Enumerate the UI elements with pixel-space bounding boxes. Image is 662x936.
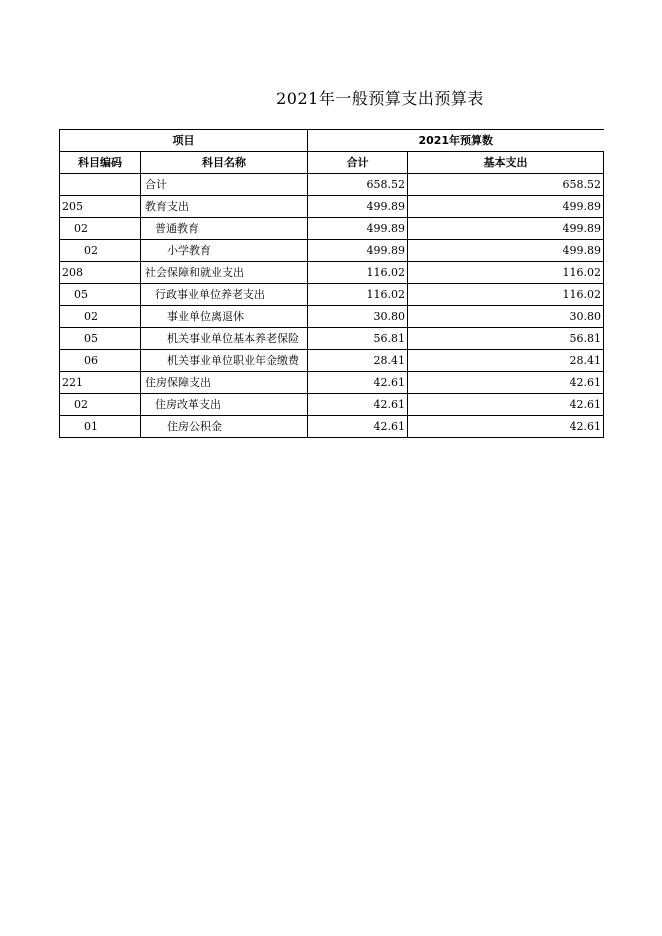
cell-name: 住房公积金	[141, 416, 308, 438]
cell-total: 499.89	[308, 240, 408, 262]
cell-basic: 499.89	[408, 218, 604, 240]
cell-total: 42.61	[308, 416, 408, 438]
cell-basic: 499.89	[408, 196, 604, 218]
cell-total: 42.61	[308, 394, 408, 416]
cell-total: 658.52	[308, 174, 408, 196]
cell-basic: 56.81	[408, 328, 604, 350]
cell-code: 05	[60, 284, 141, 306]
header-name: 科目名称	[141, 152, 308, 174]
cell-name: 住房保障支出	[141, 372, 308, 394]
cell-total: 28.41	[308, 350, 408, 372]
table-row	[60, 306, 604, 328]
table-row	[60, 372, 604, 394]
cell-name: 教育支出	[141, 196, 308, 218]
cell-basic: 28.41	[408, 350, 604, 372]
cell-code: 208	[60, 262, 141, 284]
cell-total: 56.81	[308, 328, 408, 350]
cell-basic: 42.61	[408, 372, 604, 394]
cell-name: 住房改革支出	[141, 394, 308, 416]
cell-total: 116.02	[308, 284, 408, 306]
table-row	[60, 284, 604, 306]
cell-name: 小学教育	[141, 240, 308, 262]
cell-name: 机关事业单位职业年金缴费	[141, 350, 308, 372]
cell-code: 02	[60, 394, 141, 416]
cell-code	[60, 174, 141, 196]
cell-basic: 42.61	[408, 394, 604, 416]
cell-basic: 116.02	[408, 262, 604, 284]
cell-name: 事业单位离退休	[141, 306, 308, 328]
cell-code: 205	[60, 196, 141, 218]
table-row	[60, 394, 604, 416]
cell-name: 合计	[141, 174, 308, 196]
header-code: 科目编码	[60, 152, 141, 174]
page-title: 2021年一般预算支出预算表	[276, 89, 484, 108]
header-row-2	[60, 152, 604, 174]
header-project: 项目	[60, 130, 308, 152]
cell-name: 行政事业单位养老支出	[141, 284, 308, 306]
cell-basic: 30.80	[408, 306, 604, 328]
table-row	[60, 416, 604, 438]
header-basic: 基本支出	[408, 152, 604, 174]
cell-name: 社会保障和就业支出	[141, 262, 308, 284]
header-budget-year: 2021年预算数	[308, 130, 604, 152]
cell-code: 02	[60, 306, 141, 328]
cell-total: 499.89	[308, 218, 408, 240]
cell-basic: 42.61	[408, 416, 604, 438]
cell-total: 499.89	[308, 196, 408, 218]
table-row	[60, 174, 604, 196]
table-row	[60, 328, 604, 350]
cell-code: 06	[60, 350, 141, 372]
cell-code: 02	[60, 240, 141, 262]
header-row-1	[60, 130, 604, 152]
table-row	[60, 196, 604, 218]
cell-code: 02	[60, 218, 141, 240]
cell-code: 01	[60, 416, 141, 438]
header-total: 合计	[308, 152, 408, 174]
table-row	[60, 218, 604, 240]
table-row	[60, 262, 604, 284]
cell-code: 221	[60, 372, 141, 394]
cell-code: 05	[60, 328, 141, 350]
cell-basic: 658.52	[408, 174, 604, 196]
cell-basic: 116.02	[408, 284, 604, 306]
cell-total: 30.80	[308, 306, 408, 328]
cell-total: 42.61	[308, 372, 408, 394]
cell-basic: 499.89	[408, 240, 604, 262]
table-row	[60, 350, 604, 372]
budget-table-body	[60, 130, 604, 438]
budget-table	[59, 129, 604, 438]
table-row	[60, 240, 604, 262]
cell-name: 普通教育	[141, 218, 308, 240]
cell-name: 机关事业单位基本养老保险	[141, 328, 308, 350]
cell-total: 116.02	[308, 262, 408, 284]
